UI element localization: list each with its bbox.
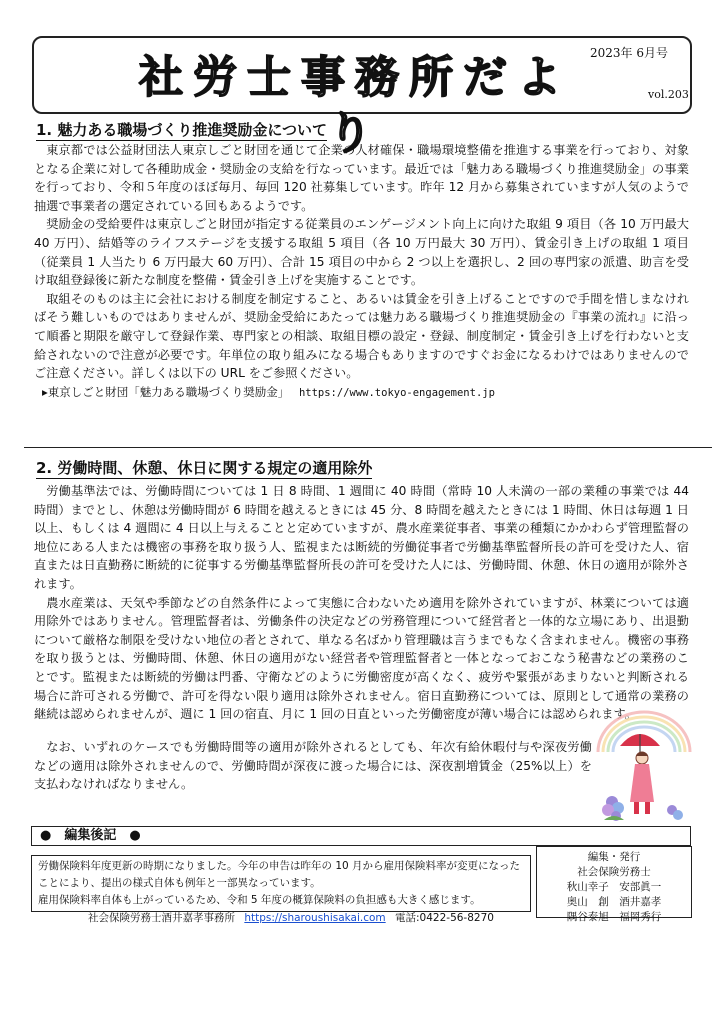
office-contact [38, 909, 524, 927]
notes-body [31, 855, 531, 924]
notes-heading: ● 編集後記 ● [40, 828, 141, 843]
editors-line: 編集・発行 [587, 851, 641, 863]
office-url-link[interactable]: https://sharoushisakai.com [244, 912, 386, 924]
office-phone: 電話:0422-56-8270 [395, 912, 494, 924]
section1-title-text: 1. 魅力ある職場づくり推進奨励金について [36, 121, 328, 139]
section1-paragraph: 奨励金の受給要件は東京しごと財団が指定する従業員のエンゲージメント向上に向けた取組 9 項目（各 10 万円最大 40 万円）、結婚等のライフステージを支援する取組 5 項目（各 10 万円最大 30 万円）、賃金引き上げの取組 1 項目（従業員 1 人当たり 6 万円最大 60 万円）、合計 15 項目の中から 2 つ以上を選択し、2 回の専門家の派遣、助言を受け取組登録後に新たな制度を整備・賃金引き上げを実施することです。 [34, 217, 689, 288]
editors-box [536, 846, 692, 923]
issue-date: 2023年 6月号 [590, 46, 668, 60]
resource-link-url[interactable]: https://www.tokyo-engagement.jp [298, 386, 495, 399]
section2-paragraph: 農水産業は、天気や季節などの自然条件によって実態に合わないため適用を除外されていますが、林業については適用除外ではありません。管理監督者は、労働条件の決定などの労務管理について経営者と一体的な立場にあり、出退勤について厳格な制限を受けない地位の者とされて、単なる名ばかり管理職は言うまでもなく含まれません。機密の事務を取り扱うとは、労働時間、休憩、休日の適用がない経営者や管理監督者と一体となっておこなう秘書などの業務のことです。監視または断続的労働は門番、守衛などのように労働密度が高くなく、疲労や緊張があまりないと判断される場合に許可される労働で、許可を得ない限り適用は除外されません。宿日直勤務については、原則として通常の業務の継続は認められませんが、週に 1 回の宿直、月に 1 回の日直といった労働密度が薄い場合には認められます。 [34, 595, 689, 722]
section-divider [24, 447, 712, 448]
section1-paragraph: 取組そのものは主に会社における制度を制定すること、あるいは賃金を引き上げることですので手間を惜しまなければそう難しいものではありませんが、奨励金受給にあたっては魅力ある職場づくり推進奨励金の『事業の流れ』に沿って順番と期限を厳守して登録作業、専門家との相談、取組目標の設定・登録、制度制定・賃金引き上げを行わないと支給されないので注意が必要です。年単位の取り組みになる場合もありますのですぐお金になるわけではありませんのでご注意ください。詳しくは以下の URL をご参照ください。 [34, 291, 689, 381]
section2-title [36, 458, 372, 478]
section1-paragraph: 東京都では公益財団法人東京しごと財団を通じて企業の人材確保・職場環境整備を推進する事業を行っており、対象となる企業に対して各種助成金・奨励金の支給を行なっています。最近では「魅力ある職場づくり推進奨励金」の事業を行っており、令和５年度のほぼ毎月、毎回 120 社募集しています。昨年 12 月から募集されていますが人気のようで抽選で事業者の選定されている回もあるようです。 [34, 143, 689, 213]
editors-line: 社会保険労務士 [577, 866, 651, 878]
notes-heading-bar [31, 826, 691, 846]
issue-volume: vol.203 [648, 88, 689, 101]
section2-title-text: 2. 労働時間、休憩、休日に関する規定の適用除外 [36, 459, 373, 477]
office-name: 社会保険労務士酒井嘉孝事務所 [88, 912, 235, 924]
editors-line: 奥山 創 酒井嘉孝 [566, 896, 662, 908]
section2-closing [34, 738, 592, 794]
editors-line: 隅谷泰旭 福岡秀行 [566, 911, 662, 923]
rain-girl-illustration [594, 706, 694, 824]
section2-paragraph: なお、いずれのケースでも労働時間等の適用が除外されるとしても、年次有給休暇付与や深夜労働などの適用は除外されませんので、労働時間が深夜に渡った場合には、深夜割増賃金（25%以上）を支払わなければなりません。 [34, 740, 592, 792]
notes-line: 労働保険料年度更新の時期になりました。今年の申告は昨年の 10 月から雇用保険料率が変更になったことにより、提出の様式自体も例年と一部異なっています。 [38, 860, 521, 889]
resource-link-label: ▸東京しごと財団「魅力ある職場づくり奨励金」 [42, 384, 290, 399]
section1-title [36, 120, 327, 140]
masthead-title: 社労士事務所だより [139, 52, 571, 159]
section2-paragraph: 労働基準法では、労働時間については 1 日 8 時間、1 週間に 40 時間（常時 10 人未満の一部の業種の事業では 44 時間）までとし、休憩は労働時間が 6 時間を越えるときには 45 分、8 時間を越えたときには 1 時間、休日は毎週 1 日以上、もしくは 4 週間に 4 日以上与えることと定めていますが、農水産業従事者、事業の種類にかかわらず管理監督の地位にある人または機密の事務を取り扱う人、監視または断続的労働従事者で労働基準監督所長の許可を受けた人、宿直または日直勤務に断続的に従事する労働基準監督所長の許可を受けた人には、労働時間、休憩、休日の適用が除外されます。 [34, 484, 689, 591]
section2-body [34, 482, 689, 724]
editors-line: 秋山幸子 安部眞一 [566, 881, 662, 893]
notes-line: 雇用保険料率自体も上がっているため、令和 5 年度の概算保険料の負担感も大きく感じます。 [38, 894, 481, 906]
section1-body [34, 141, 689, 402]
resource-link-line [34, 383, 689, 402]
